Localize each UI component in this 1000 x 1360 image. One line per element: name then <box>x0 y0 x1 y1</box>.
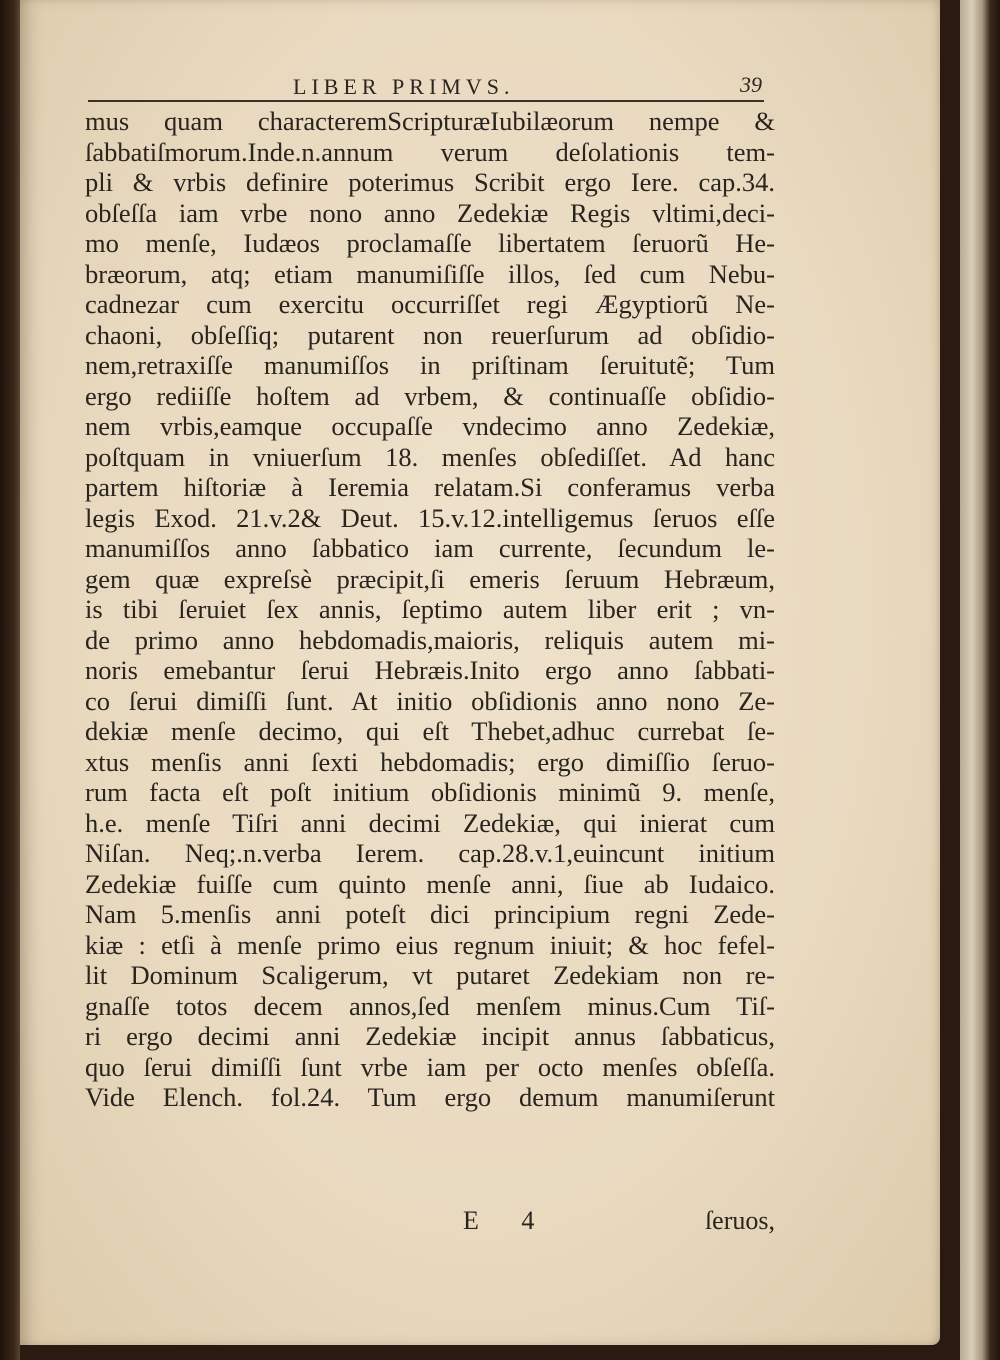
text-line: noris emebantur ſerui Hebræis.Inito ergo anno ſabbati- <box>85 655 775 685</box>
text-line: pli & vrbis definire poterimus Scribit ergo Iere. cap.34. <box>85 167 775 197</box>
text-line: bræorum, atq; etiam manumiſiſſe illos, ſed cum Nebu- <box>85 258 775 289</box>
text-line: Niſan. Neq;.n.verba Ierem. cap.28.v.1,euincunt initium <box>85 838 775 868</box>
text-line: poſtquam in vniuerſum 18. menſes obſediſſet. Ad hanc <box>85 441 775 472</box>
body-text <box>85 106 775 1113</box>
catchword: ſeruos, <box>704 1206 775 1235</box>
text-line: de primo anno hebdomadis,maioris, reliquis autem mi- <box>85 624 775 655</box>
text-line: partem hiſtoriæ à Ieremia relatam.Si conferamus verba <box>85 472 775 502</box>
text-line: quo ſerui dimiſſi ſunt vrbe iam per octo menſes obſeſſa. <box>85 1051 775 1082</box>
text-line: nem vrbis,eamque occupaſſe vndecimo anno Zedekiæ, <box>85 411 775 441</box>
text-line: rum facta eſt poſt initium obſidionis minimũ 9. menſe, <box>85 777 775 807</box>
text-line: Nam 5.menſis anni poteſt dici principium regni Zede- <box>85 899 775 929</box>
text-line: mo menſe, Iudæos proclamaſſe libertatem ſeruorũ He- <box>85 228 775 258</box>
text-line: h.e. menſe Tiſri anni decimi Zedekiæ, qui inierat cum <box>85 807 775 838</box>
page-footer <box>85 1206 775 1240</box>
text-line: nem,retraxiſſe manumiſſos in priſtinam ſeruitutẽ; Tum <box>85 350 775 380</box>
page-number: 39 <box>740 72 762 97</box>
text-line: ri ergo decimi anni Zedekiæ incipit annus ſabbaticus, <box>85 1021 775 1051</box>
text-line: chaoni, obſeſſiq; putarent non reuerſurum ad obſidio- <box>85 319 775 350</box>
text-line: xtus menſis anni ſexti hebdomadis; ergo dimiſſio ſeruo- <box>85 746 775 777</box>
text-line: gem quæ expreſsè præcipit,ſi emeris ſeruum Hebræum, <box>85 563 775 594</box>
text-line: gnaſſe totos decem annos,ſed menſem minus.Cum Tiſ- <box>85 990 775 1021</box>
text-line: cadnezar cum exercitu occurriſſet regi Ægyptiorũ Ne- <box>85 289 775 319</box>
header-rule <box>88 100 764 102</box>
running-title: LIBER PRIMVS. <box>293 74 515 99</box>
text-line: ergo rediiſſe hoſtem ad vrbem, & continuaſſe obſidio- <box>85 380 775 411</box>
text-line: co ſerui dimiſſi ſunt. At initio obſidionis anno nono Ze- <box>85 685 775 716</box>
text-line: ſabbatiſmorum.Inde.n.annum verum deſolationis tem- <box>85 136 775 167</box>
signature-mark: E 4 <box>463 1206 553 1235</box>
text-line: manumiſſos anno ſabbatico iam currente, ſecundum le- <box>85 533 775 563</box>
text-line: lit Dominum Scaligerum, vt putaret Zedekiam non re- <box>85 960 775 990</box>
book-page-edges <box>960 0 1000 1360</box>
text-line: dekiæ menſe decimo, qui eſt Thebet,adhuc currebat ſe- <box>85 716 775 746</box>
text-line: legis Exod. 21.v.2& Deut. 15.v.12.intelligemus ſeruos eſſe <box>85 502 775 533</box>
book-spine-shadow <box>0 0 20 1360</box>
text-line: mus quam characteremScripturæIubilæorum nempe & <box>85 106 775 136</box>
text-line: is tibi ſeruiet ſex annis, ſeptimo autem liber erit ; vn- <box>85 594 775 624</box>
text-line: Zedekiæ fuiſſe cum quinto menſe anni, ſiue ab Iudaico. <box>85 868 775 899</box>
text-line: kiæ : etſi à menſe primo eius regnum iniuit; & hoc fefel- <box>85 929 775 960</box>
text-line: Vide Elench. fol.24. Tum ergo demum manumiſerunt <box>85 1082 775 1112</box>
text-line: obſeſſa iam vrbe nono anno Zedekiæ Regis vltimi,deci- <box>85 197 775 228</box>
